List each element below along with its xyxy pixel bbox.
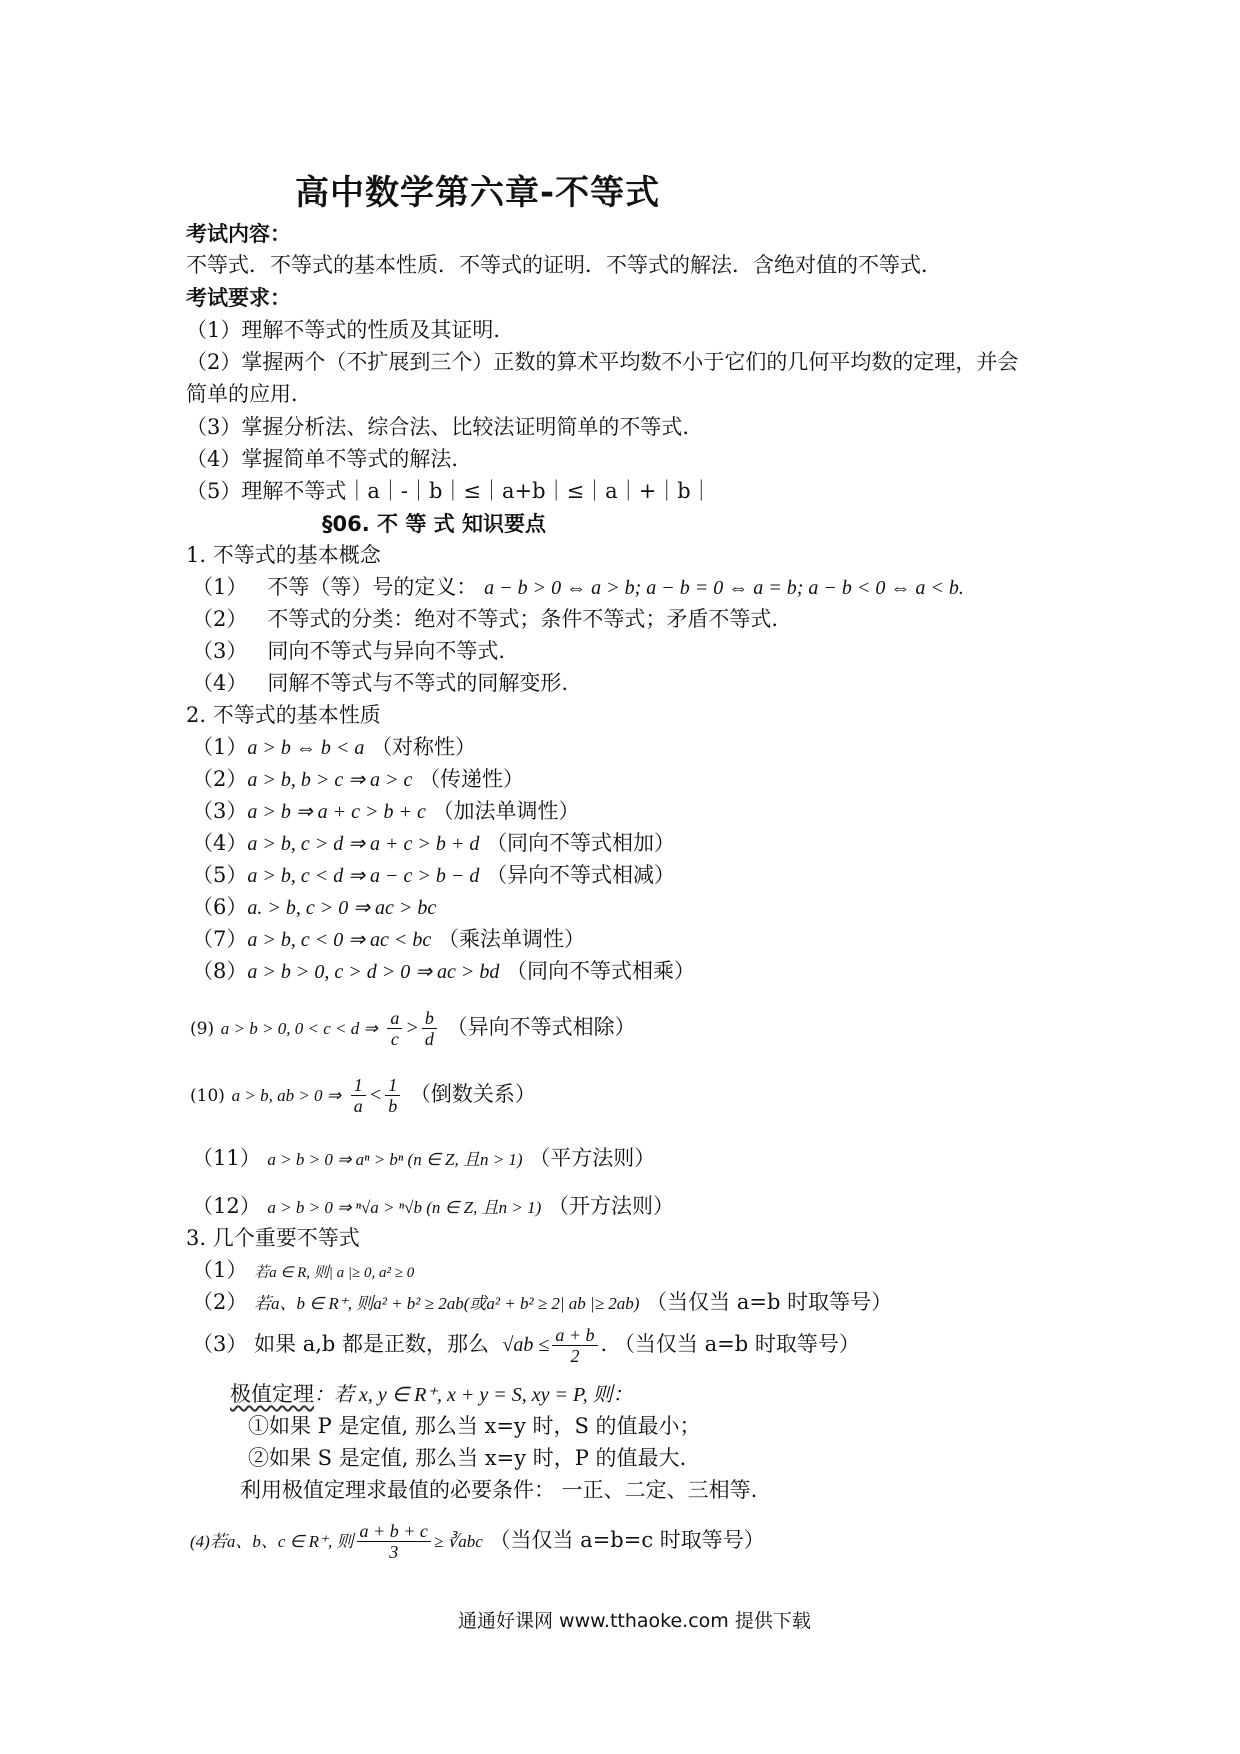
item-num: (9): [190, 1019, 215, 1039]
item-num: （2）: [192, 1290, 248, 1314]
item-text: .: [600, 1332, 608, 1356]
s1-item: [192, 669, 568, 697]
s1-heading: 1. 不等式的基本概念: [186, 543, 381, 567]
item-math: a > b > 0 ⇒ aⁿ > bⁿ (n ∈ Z, 且n > 1): [267, 1150, 523, 1169]
item-num: （4）: [192, 671, 248, 695]
item-note: （加法单调性）: [432, 799, 580, 823]
item-num: （8）: [192, 959, 248, 983]
item-math: a > b, b > c ⇒ a > c: [247, 769, 413, 791]
item-text: 不等（等）号的定义：: [267, 575, 478, 599]
denominator: a: [353, 1096, 363, 1116]
item-note: （异向不等式相减）: [486, 863, 676, 887]
item-note: （当仅当 a=b 时取等号）: [646, 1290, 893, 1314]
item-num: （2）: [192, 767, 248, 791]
footer-text: 通通好课网 www.tthaoke.com 提供下载: [458, 1610, 811, 1632]
item-num: （11）: [192, 1146, 261, 1170]
fraction: [552, 1325, 597, 1366]
extreme-case-1: ①如果 P 是定值, 那么当 x=y 时，S 的值最小；: [248, 1414, 701, 1438]
item-text: 不等式的分类：绝对不等式；条件不等式；矛盾不等式.: [267, 607, 779, 631]
item-num: (10): [190, 1086, 225, 1106]
extreme-theorem: [230, 1380, 633, 1409]
s2-heading: 2. 不等式的基本性质: [186, 703, 381, 727]
item-note: （传递性）: [419, 767, 525, 791]
denominator: d: [424, 1029, 434, 1049]
item-math: √ab ≤: [502, 1334, 550, 1356]
fraction: [422, 1008, 437, 1049]
requirement-item: （4）掌握简单不等式的解法．: [186, 447, 473, 471]
requirement-item: （1）理解不等式的性质及其证明．: [186, 318, 515, 342]
item-num: （4）: [192, 831, 248, 855]
item-note: （同向不等式相乘）: [506, 959, 696, 983]
item-math: a. > b, c > 0 ⇒ ac > bc: [247, 897, 437, 919]
fraction: [385, 1075, 400, 1116]
denominator: 3: [389, 1542, 399, 1562]
property-item-10: [190, 1072, 536, 1118]
item-note: （同向不等式相加）: [486, 831, 676, 855]
property-item: [192, 765, 524, 794]
property-item: [192, 925, 585, 954]
denominator: c: [390, 1029, 399, 1049]
item-math: a > b > 0 ⇒ ⁿ√a > ⁿ√b (n ∈ Z, 且n > 1): [267, 1198, 542, 1217]
numerator: 1: [351, 1075, 366, 1096]
item-math: a > b > 0, 0 < c < d ⇒: [220, 1019, 378, 1038]
fraction: [357, 1521, 431, 1562]
item-text: 如果 a,b 都是正数，那么: [254, 1332, 490, 1356]
item-note: （开方法则）: [547, 1194, 674, 1218]
item-math: ≥ ∛abc: [433, 1532, 483, 1551]
requirement-item: （2）掌握两个（不扩展到三个）正数的算术平均数不小于它们的几何平均数的定理，并会: [186, 350, 1019, 374]
section-heading: §06. 不 等 式 知识要点: [322, 512, 546, 536]
item-math: a > b, ab > 0 ⇒: [231, 1086, 342, 1105]
item-note: （乘法单调性）: [437, 927, 585, 951]
important-item-2: [192, 1288, 892, 1318]
property-item-11: [192, 1144, 655, 1174]
extreme-theorem-label: 极值定理: [230, 1382, 314, 1406]
property-item: [192, 893, 436, 922]
denominator: 2: [570, 1346, 580, 1366]
item-math: 若a、b ∈ R⁺, 则a² + b² ≥ 2ab(或a² + b² ≥ 2| ab |≥ 2ab): [254, 1294, 640, 1313]
item-num: （3）: [192, 1332, 248, 1356]
item-math: a > b ⇔ b < a: [247, 737, 365, 759]
property-item: [192, 829, 675, 858]
numerator: a + b: [552, 1325, 597, 1346]
fraction: [387, 1008, 402, 1049]
item-num: （3）: [192, 639, 248, 663]
exam-content-text: 不等式．不等式的基本性质．不等式的证明．不等式的解法．含绝对值的不等式．: [186, 253, 942, 277]
item-math: a > b, c > d ⇒ a + c > b + d: [247, 833, 480, 855]
item-note: （倒数关系）: [409, 1082, 536, 1106]
item-text: 同解不等式与不等式的同解变形.: [267, 671, 569, 695]
item-note: （当仅当 a=b=c 时取等号）: [489, 1528, 765, 1552]
item-note: （异向不等式相除）: [446, 1015, 636, 1039]
requirement-item: （5）理解不等式｜a｜-｜b｜≤｜a+b｜≤｜a｜+｜b｜: [186, 479, 712, 503]
numerator: a: [387, 1008, 402, 1029]
item-math: a > b > 0, c > d > 0 ⇒ ac > bd: [247, 961, 500, 983]
item-num: （5）: [192, 863, 248, 887]
item-math: (4)若a、b、c ∈ R⁺, 则: [190, 1532, 354, 1551]
exam-content-label: 考试内容：: [186, 222, 291, 246]
requirement-item: （3）掌握分析法、综合法、比较法证明简单的不等式．: [186, 415, 704, 439]
item-note: （当仅当 a=b 时取等号）: [613, 1332, 860, 1356]
item-text: 同向不等式与异向不等式.: [267, 639, 506, 663]
requirement-item: 简单的应用．: [186, 382, 312, 406]
operator: <: [368, 1084, 383, 1106]
item-num: （3）: [192, 799, 248, 823]
s1-item: [192, 573, 964, 602]
s1-item: [192, 605, 778, 633]
item-num: （7）: [192, 927, 248, 951]
numerator: b: [422, 1008, 437, 1029]
numerator: 1: [385, 1075, 400, 1096]
operator: >: [405, 1017, 419, 1039]
item-math: a > b ⇒ a + c > b + c: [247, 801, 426, 823]
property-item-12: [192, 1192, 674, 1222]
property-item: [192, 861, 675, 890]
property-item: [192, 957, 695, 986]
item-math: 若a ∈ R, 则| a |≥ 0, a² ≥ 0: [254, 1265, 415, 1281]
item-note: （对称性）: [371, 735, 477, 759]
extreme-theorem-statement: ：若 x, y ∈ R⁺, x + y = S, xy = P, 则：: [314, 1384, 633, 1406]
item-math: a > b, c < d ⇒ a − c > b − d: [247, 865, 480, 887]
s1-item: [192, 637, 505, 665]
item-num: （2）: [192, 607, 248, 631]
item-num: （1）: [192, 1258, 248, 1282]
extreme-condition: 利用极值定理求最值的必要条件： 一正、二定、三相等.: [240, 1478, 758, 1502]
page-title: 高中数学第六章-不等式: [295, 173, 661, 213]
item-num: （6）: [192, 895, 248, 919]
fraction: [351, 1075, 366, 1116]
item-num: （12）: [192, 1194, 261, 1218]
s3-heading: 3. 几个重要不等式: [186, 1226, 360, 1250]
item-math: a − b > 0 ⇔ a > b; a − b = 0 ⇔ a = b; a − b < 0 ⇔ a < b.: [484, 577, 964, 599]
important-item-1: [192, 1256, 414, 1287]
property-item: [192, 733, 476, 762]
exam-requirements-label: 考试要求：: [186, 286, 291, 310]
item-num: （1）: [192, 735, 248, 759]
extreme-case-2: ②如果 S 是定值, 那么当 x=y 时，P 的值最大.: [248, 1446, 687, 1470]
denominator: b: [388, 1096, 398, 1116]
numerator: a + b + c: [357, 1521, 431, 1542]
property-item: [192, 797, 580, 826]
important-item-3: [192, 1320, 860, 1369]
property-item-9: [190, 1005, 636, 1051]
item-math: a > b, c < 0 ⇒ ac < bc: [247, 929, 432, 951]
item-note: （平方法则）: [529, 1146, 656, 1170]
item-num: （1）: [192, 575, 248, 599]
important-item-4: [190, 1516, 765, 1566]
